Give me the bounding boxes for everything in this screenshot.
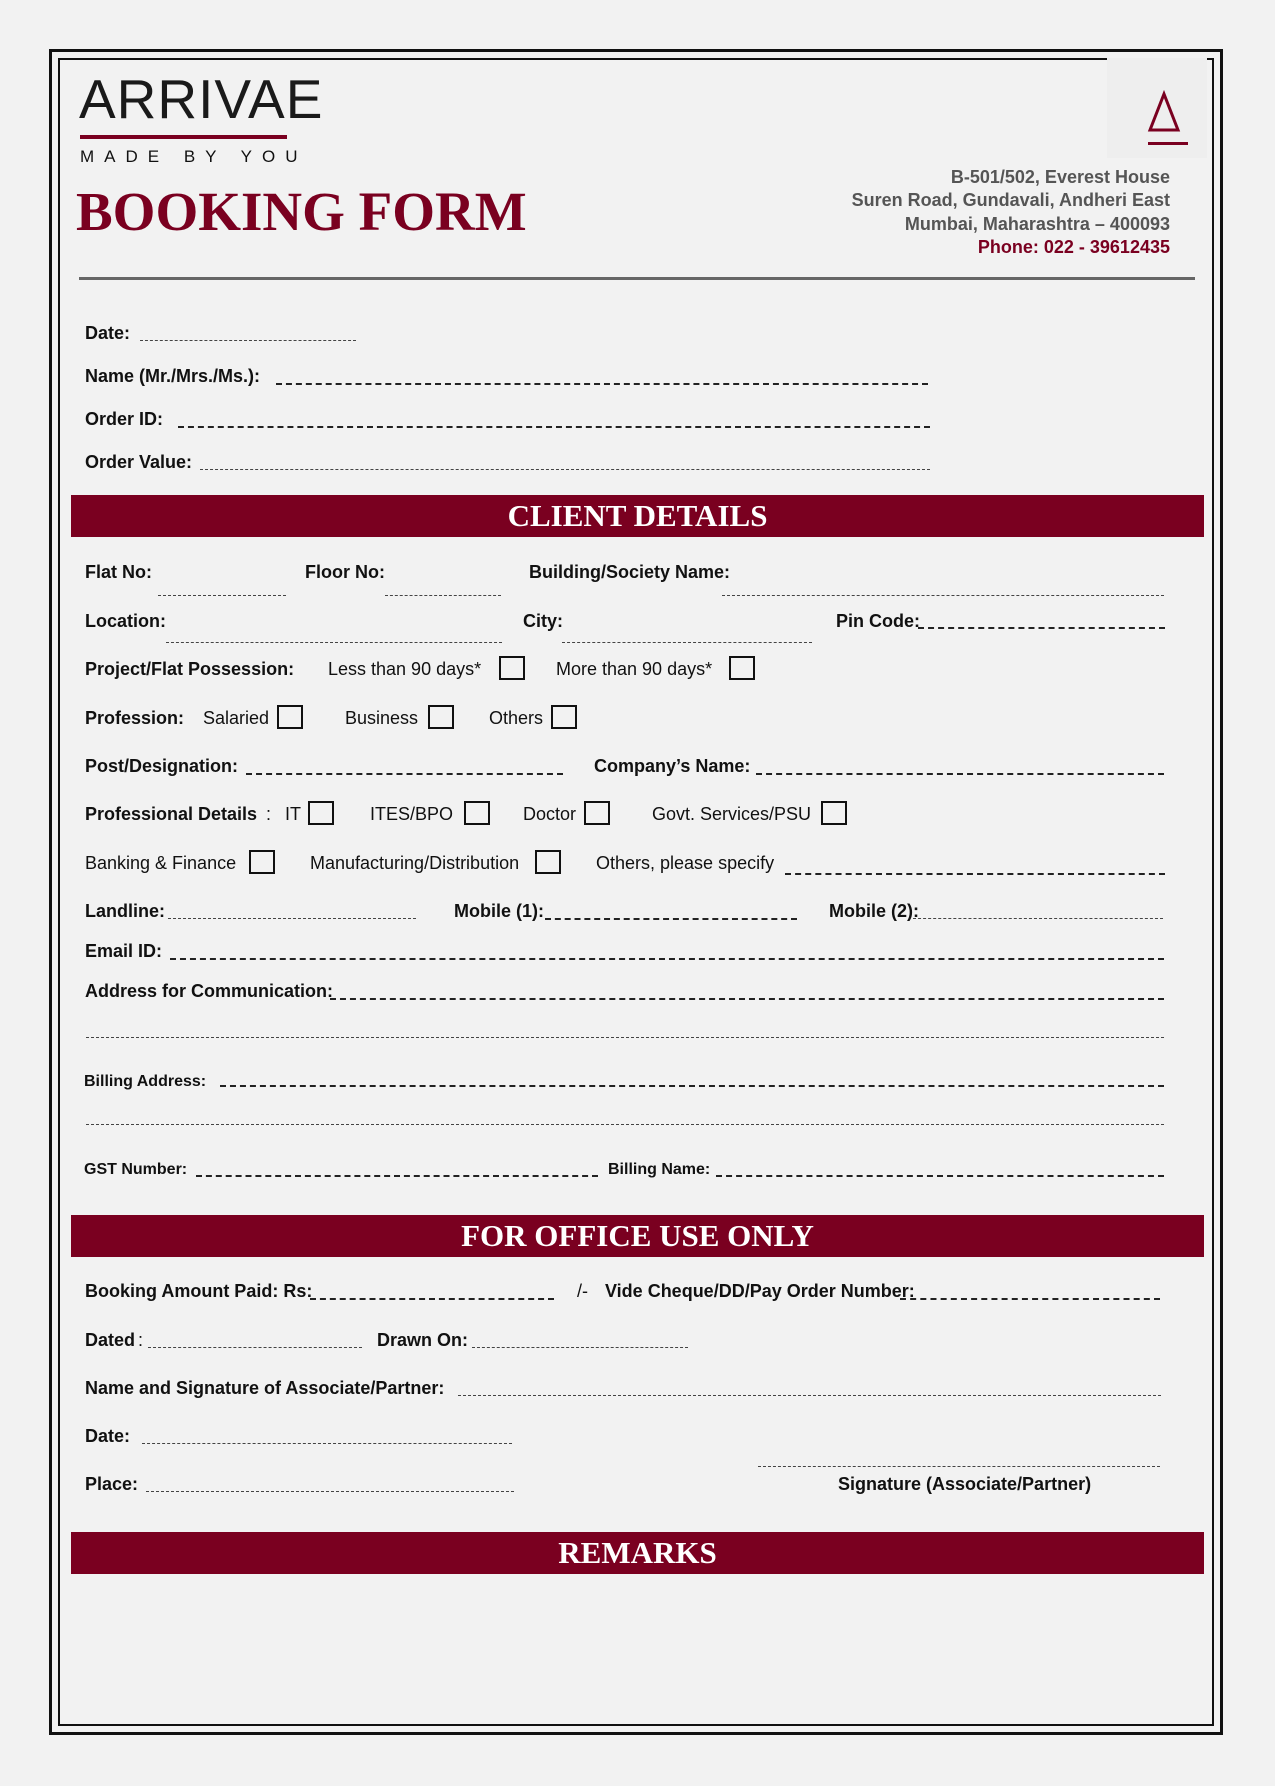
- date-label: Date:: [85, 323, 131, 343]
- office-date-field[interactable]: [142, 1443, 512, 1444]
- place-field[interactable]: [146, 1491, 514, 1492]
- address-line-2: Suren Road, Gundavali, Andheri East: [851, 190, 1170, 210]
- phone-number: Phone: 022 - 39612435: [977, 237, 1170, 257]
- more-than-90-label: More than 90 days*: [556, 659, 713, 679]
- name-label: Name (Mr./Mrs./Ms.):: [85, 366, 261, 386]
- email-label: Email ID:: [85, 941, 163, 961]
- signature-field[interactable]: [758, 1466, 1160, 1467]
- designation-label: Post/Designation:: [85, 756, 239, 776]
- drawn-on-label: Drawn On:: [377, 1330, 469, 1350]
- form-title: BOOKING FORM: [76, 181, 527, 242]
- mobile-2-label: Mobile (2):: [829, 901, 919, 921]
- booking-amount-field[interactable]: [310, 1298, 554, 1300]
- office-use-heading: FOR OFFICE USE ONLY: [71, 1215, 1204, 1257]
- address-communication-line-2[interactable]: [86, 1037, 1164, 1038]
- flat-no-label: Flat No:: [85, 562, 152, 582]
- name-field[interactable]: [276, 383, 928, 385]
- others-checkbox[interactable]: [551, 705, 577, 729]
- order-value-label: Order Value:: [85, 452, 193, 472]
- more-than-90-checkbox[interactable]: [729, 656, 755, 680]
- email-field[interactable]: [170, 958, 1164, 960]
- possession-label: Project/Flat Possession:: [85, 659, 295, 679]
- landline-field[interactable]: [168, 918, 416, 919]
- dated-field[interactable]: [148, 1347, 362, 1348]
- header-divider: [79, 277, 1195, 280]
- business-checkbox[interactable]: [428, 705, 454, 729]
- location-label: Location:: [85, 611, 166, 631]
- profession-label: Profession:: [85, 708, 185, 728]
- drawn-on-field[interactable]: [472, 1347, 688, 1348]
- date-field[interactable]: [140, 340, 356, 341]
- vide-cheque-field[interactable]: [900, 1298, 1160, 1300]
- location-field[interactable]: [166, 642, 502, 643]
- name-signature-label: Name and Signature of Associate/Partner:: [85, 1378, 445, 1398]
- gst-number-label: GST Number:: [84, 1161, 188, 1178]
- pin-code-field[interactable]: [918, 627, 1165, 629]
- pin-code-label: Pin Code:: [836, 611, 920, 631]
- manufacturing-checkbox[interactable]: [535, 850, 561, 874]
- vide-cheque-label: Vide Cheque/DD/Pay Order Number:: [605, 1281, 915, 1301]
- doctor-label: Doctor: [523, 804, 577, 824]
- doctor-checkbox[interactable]: [584, 801, 610, 825]
- order-id-field[interactable]: [178, 426, 930, 428]
- place-label: Place:: [85, 1474, 139, 1494]
- logo-underline: [80, 135, 287, 139]
- salaried-checkbox[interactable]: [277, 705, 303, 729]
- office-date-label: Date:: [85, 1426, 131, 1446]
- building-field[interactable]: [722, 595, 1164, 596]
- flat-no-field[interactable]: [158, 595, 286, 596]
- city-field[interactable]: [562, 642, 812, 643]
- it-label: IT: [285, 804, 301, 824]
- address-line-3: Mumbai, Maharashtra – 400093: [904, 214, 1170, 234]
- less-than-90-label: Less than 90 days*: [328, 659, 482, 679]
- billing-address-line-2[interactable]: [86, 1124, 1164, 1125]
- gst-number-field[interactable]: [196, 1175, 598, 1177]
- name-signature-field[interactable]: [458, 1395, 1161, 1396]
- order-value-field[interactable]: [200, 469, 930, 470]
- billing-name-field[interactable]: [716, 1175, 1164, 1177]
- client-details-heading: CLIENT DETAILS: [71, 495, 1204, 537]
- building-label: Building/Society Name:: [529, 562, 731, 582]
- others-label: Others: [489, 708, 544, 728]
- remarks-heading: REMARKS: [71, 1532, 1204, 1574]
- banking-checkbox[interactable]: [249, 850, 275, 874]
- manufacturing-label: Manufacturing/Distribution: [310, 853, 520, 873]
- billing-address-label: Billing Address:: [84, 1073, 207, 1090]
- address-communication-field[interactable]: [330, 998, 1164, 1000]
- logo-tagline: MADE BY YOU: [80, 147, 308, 166]
- mobile-2-field[interactable]: [913, 918, 1163, 919]
- signature-label: Signature (Associate/Partner): [838, 1474, 1092, 1494]
- billing-address-field[interactable]: [220, 1085, 1164, 1087]
- it-checkbox[interactable]: [308, 801, 334, 825]
- designation-field[interactable]: [246, 773, 563, 775]
- professional-details-label: Professional Details: [85, 804, 258, 824]
- ites-label: ITES/BPO: [370, 804, 454, 824]
- landline-label: Landline:: [85, 901, 165, 921]
- address-communication-label: Address for Communication:: [85, 981, 334, 1001]
- company-field[interactable]: [756, 773, 1164, 775]
- others-specify-field[interactable]: [785, 873, 1165, 875]
- rupee-suffix: /-: [577, 1281, 588, 1301]
- billing-name-label: Billing Name:: [608, 1161, 711, 1178]
- ites-checkbox[interactable]: [464, 801, 490, 825]
- booking-amount-label: Booking Amount Paid: Rs:: [85, 1281, 313, 1301]
- floor-no-field[interactable]: [385, 595, 501, 596]
- mobile-1-field[interactable]: [545, 918, 797, 920]
- less-than-90-checkbox[interactable]: [499, 656, 525, 680]
- city-label: City:: [523, 611, 563, 631]
- company-label: Company’s Name:: [594, 756, 751, 776]
- address-line-1: B-501/502, Everest House: [950, 167, 1170, 187]
- dated-label: Dated: [85, 1330, 136, 1350]
- professional-details-colon: :: [266, 804, 272, 824]
- govt-checkbox[interactable]: [821, 801, 847, 825]
- floor-no-label: Floor No:: [305, 562, 385, 582]
- salaried-label: Salaried: [203, 708, 270, 728]
- dated-colon: :: [138, 1330, 144, 1350]
- company-logo: ARRIVAE: [79, 68, 324, 130]
- order-id-label: Order ID:: [85, 409, 164, 429]
- business-label: Business: [345, 708, 419, 728]
- govt-label: Govt. Services/PSU: [652, 804, 812, 824]
- banking-label: Banking & Finance: [85, 853, 237, 873]
- others-specify-label: Others, please specify: [596, 853, 775, 873]
- remarks-area[interactable]: [71, 1576, 1204, 1716]
- brand-mark-icon: [1107, 58, 1207, 158]
- mobile-1-label: Mobile (1):: [454, 901, 544, 921]
